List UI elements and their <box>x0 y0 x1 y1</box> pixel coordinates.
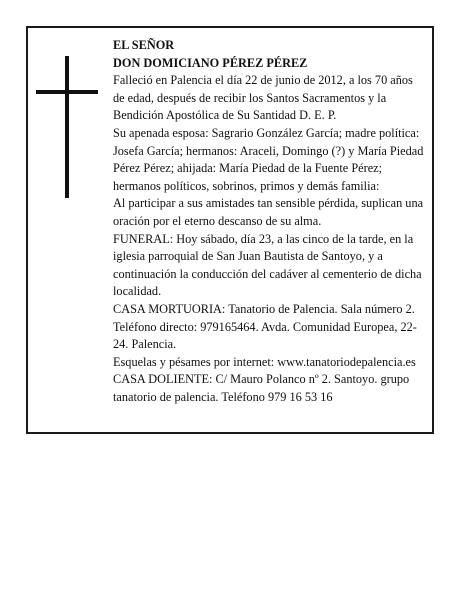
cross-icon <box>36 56 98 198</box>
internet-info: Esquelas y pésames por internet: www.tanatoriodepalencia.es <box>113 354 416 369</box>
funeral-info: FUNERAL: Hoy sábado, día 23, a las cinco de la tarde, en la iglesia parroquial de San Juan Bautista de Santoyo, y a continuación la conducción del cadáver al cementerio de dicha localidad. <box>113 231 422 299</box>
cross-horizontal-bar <box>36 90 98 94</box>
obituary-text <box>113 37 425 406</box>
casa-doliente-info: CASA DOLIENTE: C/ Mauro Polanco nº 2. Santoyo. grupo tanatorio de palencia. Teléfono 979 16 53 16 <box>113 372 410 404</box>
heading-title: EL SEÑOR <box>113 38 175 52</box>
casa-mortuoria-info: CASA MORTUORIA: Tanatorio de Palencia. Sala número 2. Teléfono directo: 979165464. Avda. Comunidad Europea, 22-24. Palencia. <box>113 301 417 352</box>
cross-vertical-bar <box>65 56 69 198</box>
family-list: Su apenada esposa: Sagrario González García; madre política: Josefa García; hermanos: Araceli, Domingo (?) y María Piedad Pérez Pérez; ahijada: María Piedad de la Fuente Pérez; hermanos políticos, sobrinos, primos y demás familia: <box>113 125 424 193</box>
prayer-request: Al participar a sus amistades tan sensible pérdida, suplican una oración por el eterno descanso de su alma. <box>113 196 424 228</box>
deceased-name: DON DOMICIANO PÉREZ PÉREZ <box>113 55 308 70</box>
death-notice: Falleció en Palencia el día 22 de junio de 2012, a los 70 años de edad, después de recibir los Santos Sacramentos y la Bendición Apostólica de Su Santidad D. E. P. <box>113 73 413 123</box>
